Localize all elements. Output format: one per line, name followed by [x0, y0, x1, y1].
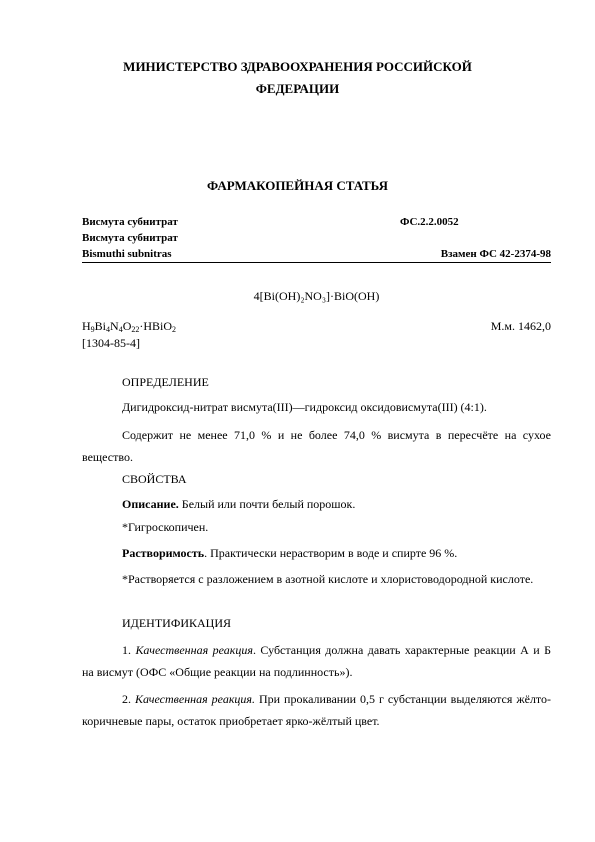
cas-number: [1304-85-4]: [82, 336, 140, 350]
description-text: Белый или почти белый порошок.: [178, 497, 356, 511]
definition-text: Дигидроксид-нитрат висмута(III)—гидроксид оксидовисмута(III) (4:1).: [122, 400, 487, 414]
substance-name-ru: Висмута субнитрат: [82, 216, 178, 228]
structural-formula: 4[Bi(OH)₂NO₃]·BiO(OH): [253, 289, 380, 303]
id2-label: Качественная реакция.: [134, 692, 256, 706]
solubility-paragraph: [82, 542, 551, 564]
solubility-label: Растворимость: [122, 546, 205, 560]
substance-name-latin: Bismuthi subnitras: [82, 248, 172, 260]
replaces-monograph: Взамен ФС 42-2374-98: [440, 248, 551, 260]
ministry-heading: [80, 56, 515, 100]
hygroscopic-text: *Гигроскопичен.: [122, 520, 209, 534]
monograph-code: ФС.2.2.0052: [400, 216, 459, 228]
description-paragraph: [82, 493, 551, 515]
molecular-weight: М.м. 1462,0: [490, 319, 551, 333]
ministry-line-1: МИНИСТЕРСТВО ЗДРАВООХРАНЕНИЯ РОССИЙСКОЙ: [123, 59, 472, 74]
molecular-formula: $H_9Bi_4N_4O_{22}\cdot HBiO_2$: [82, 319, 177, 334]
description-label: Описание.: [122, 497, 179, 511]
section-definition-title: ОПРЕДЕЛЕНИЕ: [122, 375, 209, 389]
ministry-line-2: ФЕДЕРАЦИИ: [255, 81, 340, 96]
content-text: Содержит не менее 71,0 % и не более 74,0 % висмута в пересчёте на сухое вещество.: [82, 428, 551, 464]
name-row-1: [82, 216, 551, 230]
solubility-text: . Практически нерастворим в воде и спирте 96 %.: [204, 546, 458, 560]
document-type-title: ФАРМАКОПЕЙНАЯ СТАТЬЯ: [207, 178, 388, 193]
identification-1: 1. Качественная реакция. Субстанция должна давать характерные реакции А и Б на висмут (ОФС «Общие реакции на подлинность»).: [82, 643, 551, 679]
substance-name-ru-2: Висмута субнитрат: [82, 232, 178, 244]
dissolves-text: *Растворяется с разложением в азотной кислоте и хлористоводородной кислоте.: [122, 572, 534, 586]
identification-2: 2. Качественная реакция. При прокаливании 0,5 г субстанции выделяются жёлто-коричневые пары, остаток приобретает ярко-жёлтый цвет.: [82, 692, 552, 728]
section-properties-title: СВОЙСТВА: [122, 472, 187, 486]
molecular-formula-row: [82, 319, 551, 335]
name-row-2: [82, 232, 551, 246]
header-divider: [82, 262, 551, 263]
name-row-3: [82, 248, 551, 262]
section-identification-title: ИДЕНТИФИКАЦИЯ: [122, 616, 231, 630]
id1-label: Качественная реакция: [135, 643, 253, 657]
